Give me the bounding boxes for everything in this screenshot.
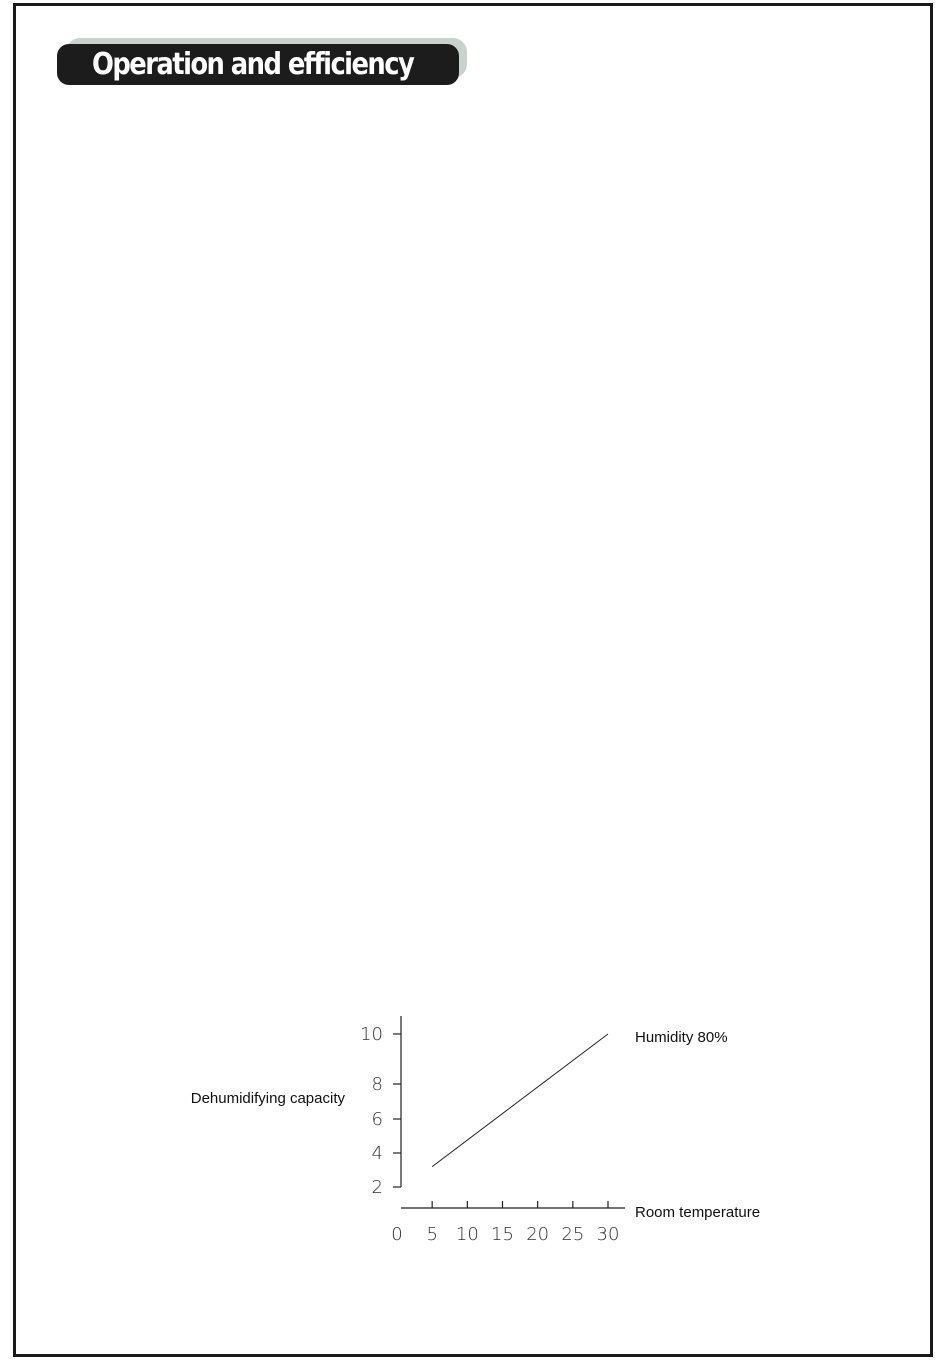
series-label: Humidity 80% [635, 1029, 728, 1046]
page-title: Operation and efficiency [92, 47, 414, 82]
chart-marks [432, 1034, 608, 1167]
x-tick-label: 30 [596, 1224, 620, 1245]
y-tick-label: 6 [371, 1109, 383, 1130]
x-tick-label: 10 [455, 1224, 479, 1245]
series-line [432, 1034, 608, 1167]
x-tick-label: 5 [426, 1224, 438, 1245]
y-tick-label: 4 [371, 1143, 383, 1164]
chart-axes [401, 1016, 625, 1208]
x-tick-label: 25 [561, 1224, 585, 1245]
x-axis-label: Room temperature [635, 1204, 761, 1221]
x-tick-label: 0 [391, 1224, 403, 1245]
x-tick-label: 20 [526, 1224, 550, 1245]
y-tick-label: 10 [360, 1024, 383, 1045]
y-tick-label: 8 [371, 1074, 383, 1095]
chart-ticks [360, 1024, 619, 1245]
y-tick-label: 2 [371, 1177, 383, 1198]
y-axis-label: Dehumidifying capacity [190, 1090, 345, 1107]
x-tick-label: 15 [491, 1224, 514, 1245]
